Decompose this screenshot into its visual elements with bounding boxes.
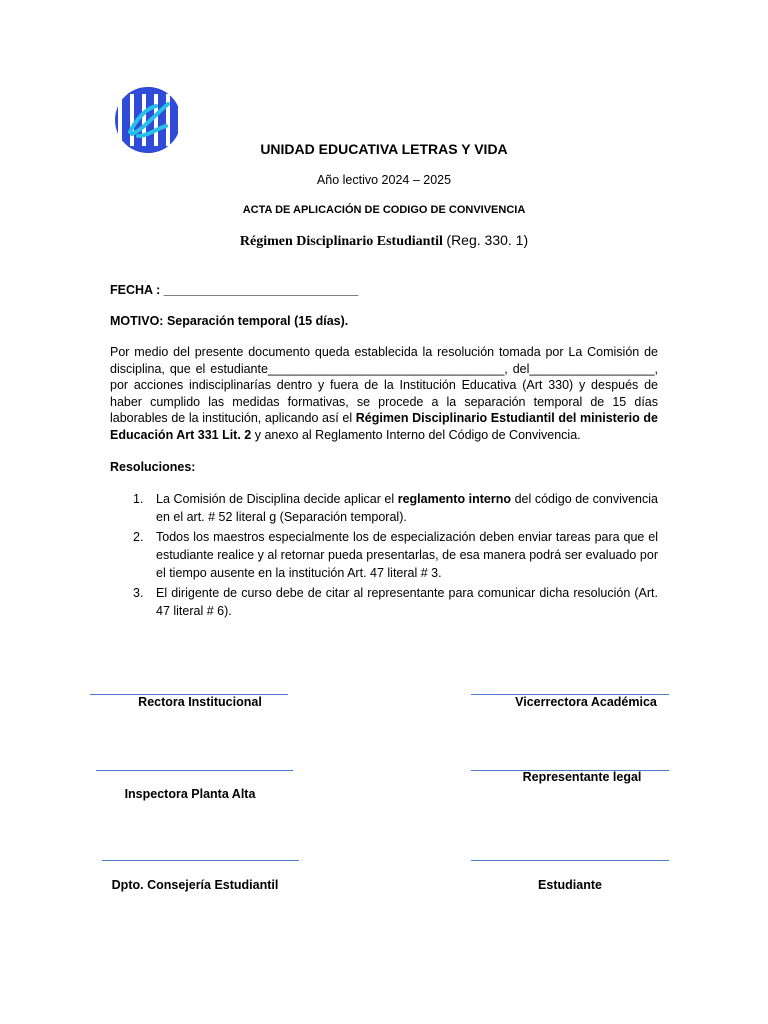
regime-code: (Reg. 330. 1) <box>446 232 529 248</box>
list-number: 2. <box>133 530 144 544</box>
list-number: 3. <box>133 586 144 600</box>
act-title: ACTA DE APLICACIÓN DE CODIGO DE CONVIVENCIA <box>242 204 526 216</box>
signature-label-representante: Representante legal <box>522 770 642 784</box>
list-text: El dirigente de curso debe de citar al representante para comunicar dicha resolución (Art. 47 literal # 6). <box>156 586 658 618</box>
list-text: La Comisión de Disciplina decide aplicar el <box>156 492 398 506</box>
signature-label-rectora: Rectora Institucional <box>138 695 262 709</box>
resolutions-list <box>110 490 658 622</box>
list-item <box>110 528 658 582</box>
date-label: FECHA : <box>110 283 161 297</box>
body-paragraph <box>110 344 658 443</box>
list-text-end: del código de convivencia en el art. # 52 literal g (Separación temporal). <box>156 492 658 524</box>
regime-title-text: Régimen Disciplinario Estudiantil <box>239 234 443 249</box>
signature-label-inspectora: Inspectora Planta Alta <box>124 787 256 801</box>
signature-label-estudiante: Estudiante <box>538 878 602 892</box>
signature-label-vicerrectora: Vicerrectora Académica <box>515 695 657 709</box>
body-bold-text: Régimen Disciplinario Estudiantil del ministerio de Educación Art 331 Lit. 2 <box>110 411 658 442</box>
signature-line-estudiante <box>471 860 669 861</box>
date-blank: ____________________________ <box>163 283 359 297</box>
list-bold-text: reglamento interno <box>397 492 512 506</box>
signature-line-consejeria <box>102 860 299 861</box>
regime-title <box>0 232 768 250</box>
body-text-end: y anexo al Reglamento Interno del Código de Convivencia. <box>251 427 581 442</box>
list-item <box>110 584 658 620</box>
date-field <box>110 283 358 297</box>
signature-line-inspectora <box>96 770 293 771</box>
list-number: 1. <box>133 492 144 506</box>
school-name: UNIDAD EDUCATIVA LETRAS Y VIDA <box>260 141 508 157</box>
resolutions-title: Resoluciones: <box>110 460 196 474</box>
body-text: Por medio del presente documento queda establecida la resolución tomada por La Comisión de disciplina, que el estudiante__________________________________, del__________________, por acciones indisciplinarías dentro y fuera de la Institución Educativa (Art 330) y después de haber cumplido las medidas formativas, se procede a la separación temporal de 15 días laborables de la institución, aplicando así el <box>110 345 658 425</box>
list-text: Todos los maestros especialmente los de especialización deben enviar tareas para que el estudiante realice y al retornar pueda presentarlas, de esa manera podrá ser evaluado por el tiempo ausente en la institución Art. 47 literal # 3. <box>156 530 658 580</box>
signature-label-consejeria: Dpto. Consejería Estudiantil <box>111 878 279 892</box>
reason: MOTIVO: Separación temporal (15 días). <box>110 314 349 328</box>
list-item <box>110 490 658 526</box>
school-year: Año lectivo 2024 – 2025 <box>316 173 452 187</box>
